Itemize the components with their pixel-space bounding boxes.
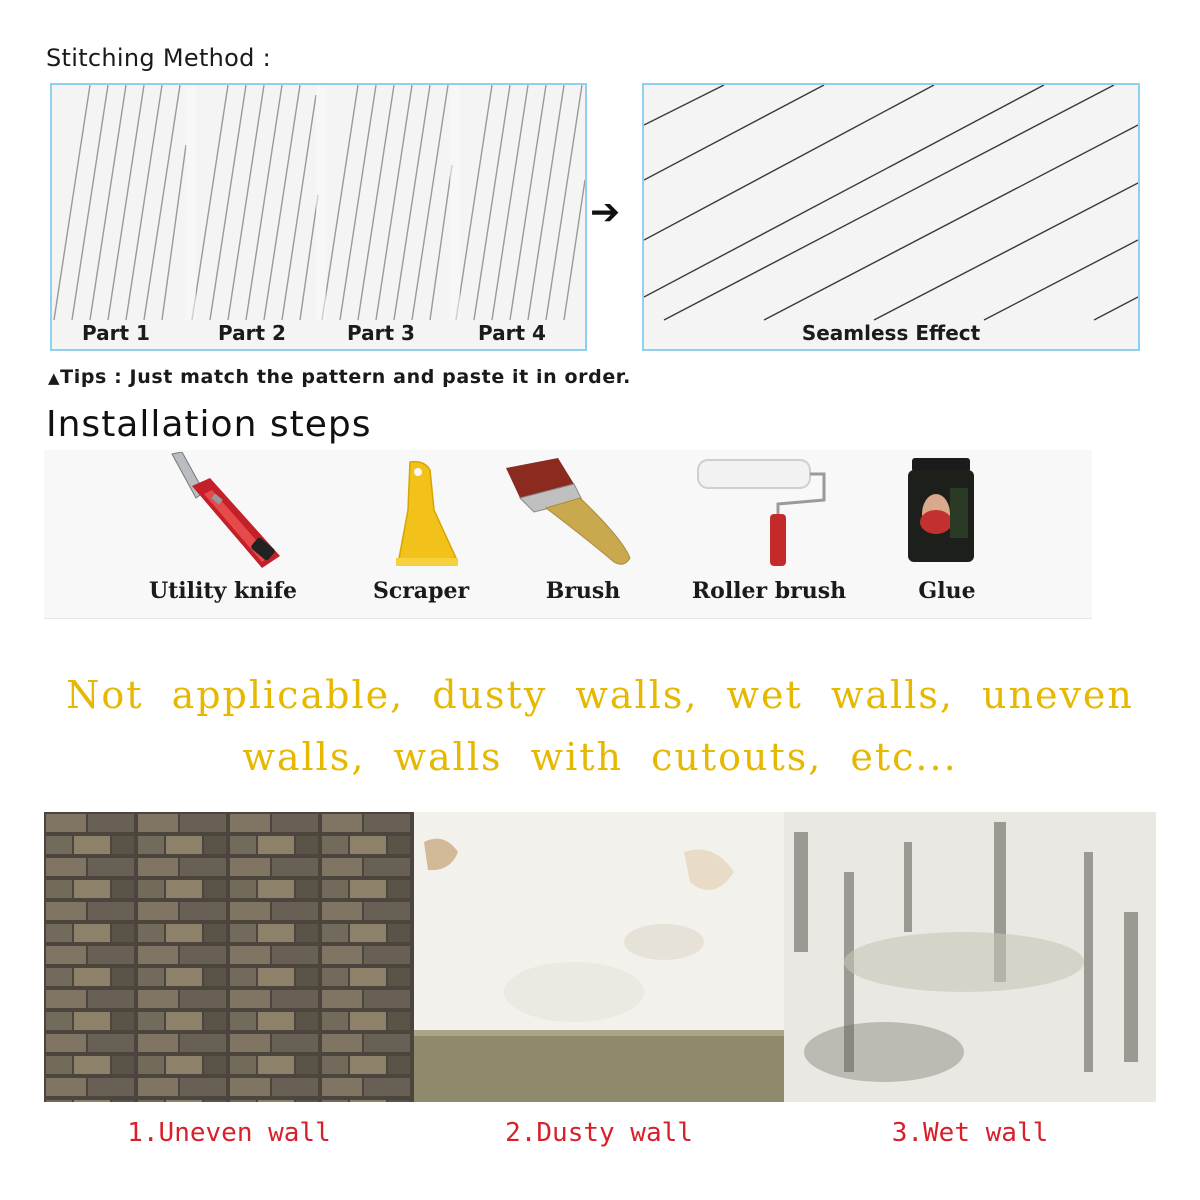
seamless-lines-pattern [644, 85, 1138, 349]
stitching-method-title: Stitching Method : [46, 44, 271, 72]
tool-utility-knife [128, 450, 318, 618]
diagonal-lines-pattern [52, 85, 585, 349]
warning-line-1: Not applicable, dusty walls, wet walls, uneven [66, 673, 1134, 717]
wet-wall-caption: 3.Wet wall [891, 1118, 1049, 1148]
uneven-wall-image [44, 812, 414, 1102]
glue-icon [904, 458, 984, 570]
tips-text [48, 366, 631, 388]
part-2-label: Part 2 [218, 321, 286, 345]
tool-brush [488, 450, 678, 618]
tool-label: Roller brush [691, 578, 847, 604]
triangle-icon: ▲ [48, 369, 61, 387]
wet-wall-image [784, 812, 1156, 1102]
moldy-wall-picture [784, 812, 1156, 1102]
uneven-wall-caption: 1.Uneven wall [127, 1118, 331, 1148]
not-applicable-warning [30, 664, 1170, 788]
tool-label: Glue [918, 578, 976, 604]
scraper-icon [370, 460, 470, 570]
warning-line-2: walls, walls with cutouts, etc... [242, 735, 958, 779]
part-3-label: Part 3 [347, 321, 415, 345]
tool-label: Scraper [372, 578, 470, 604]
tips-body: Tips : Just match the pattern and paste it in order. [60, 366, 631, 388]
stone-wall-picture [44, 812, 414, 1102]
part-1-label: Part 1 [82, 321, 150, 345]
arrow-right-icon: ➔ [590, 192, 621, 233]
tool-label: Brush [545, 578, 621, 604]
seamless-effect-label: Seamless Effect [801, 321, 981, 345]
brush-icon [502, 458, 662, 570]
roller-brush-icon [694, 454, 844, 570]
utility-knife-icon [152, 452, 292, 572]
tool-roller-brush [674, 450, 864, 618]
peeling-wall-picture [414, 812, 784, 1102]
installation-steps-title: Installation steps [46, 404, 372, 445]
stitch-parts-panel [50, 83, 587, 351]
seamless-effect-panel [642, 83, 1140, 351]
dusty-wall-image [414, 812, 784, 1102]
tools-strip [44, 450, 1092, 619]
tool-label: Utility knife [148, 578, 298, 604]
tool-glue [852, 450, 1042, 618]
dusty-wall-caption: 2.Dusty wall [505, 1118, 693, 1148]
part-4-label: Part 4 [478, 321, 546, 345]
